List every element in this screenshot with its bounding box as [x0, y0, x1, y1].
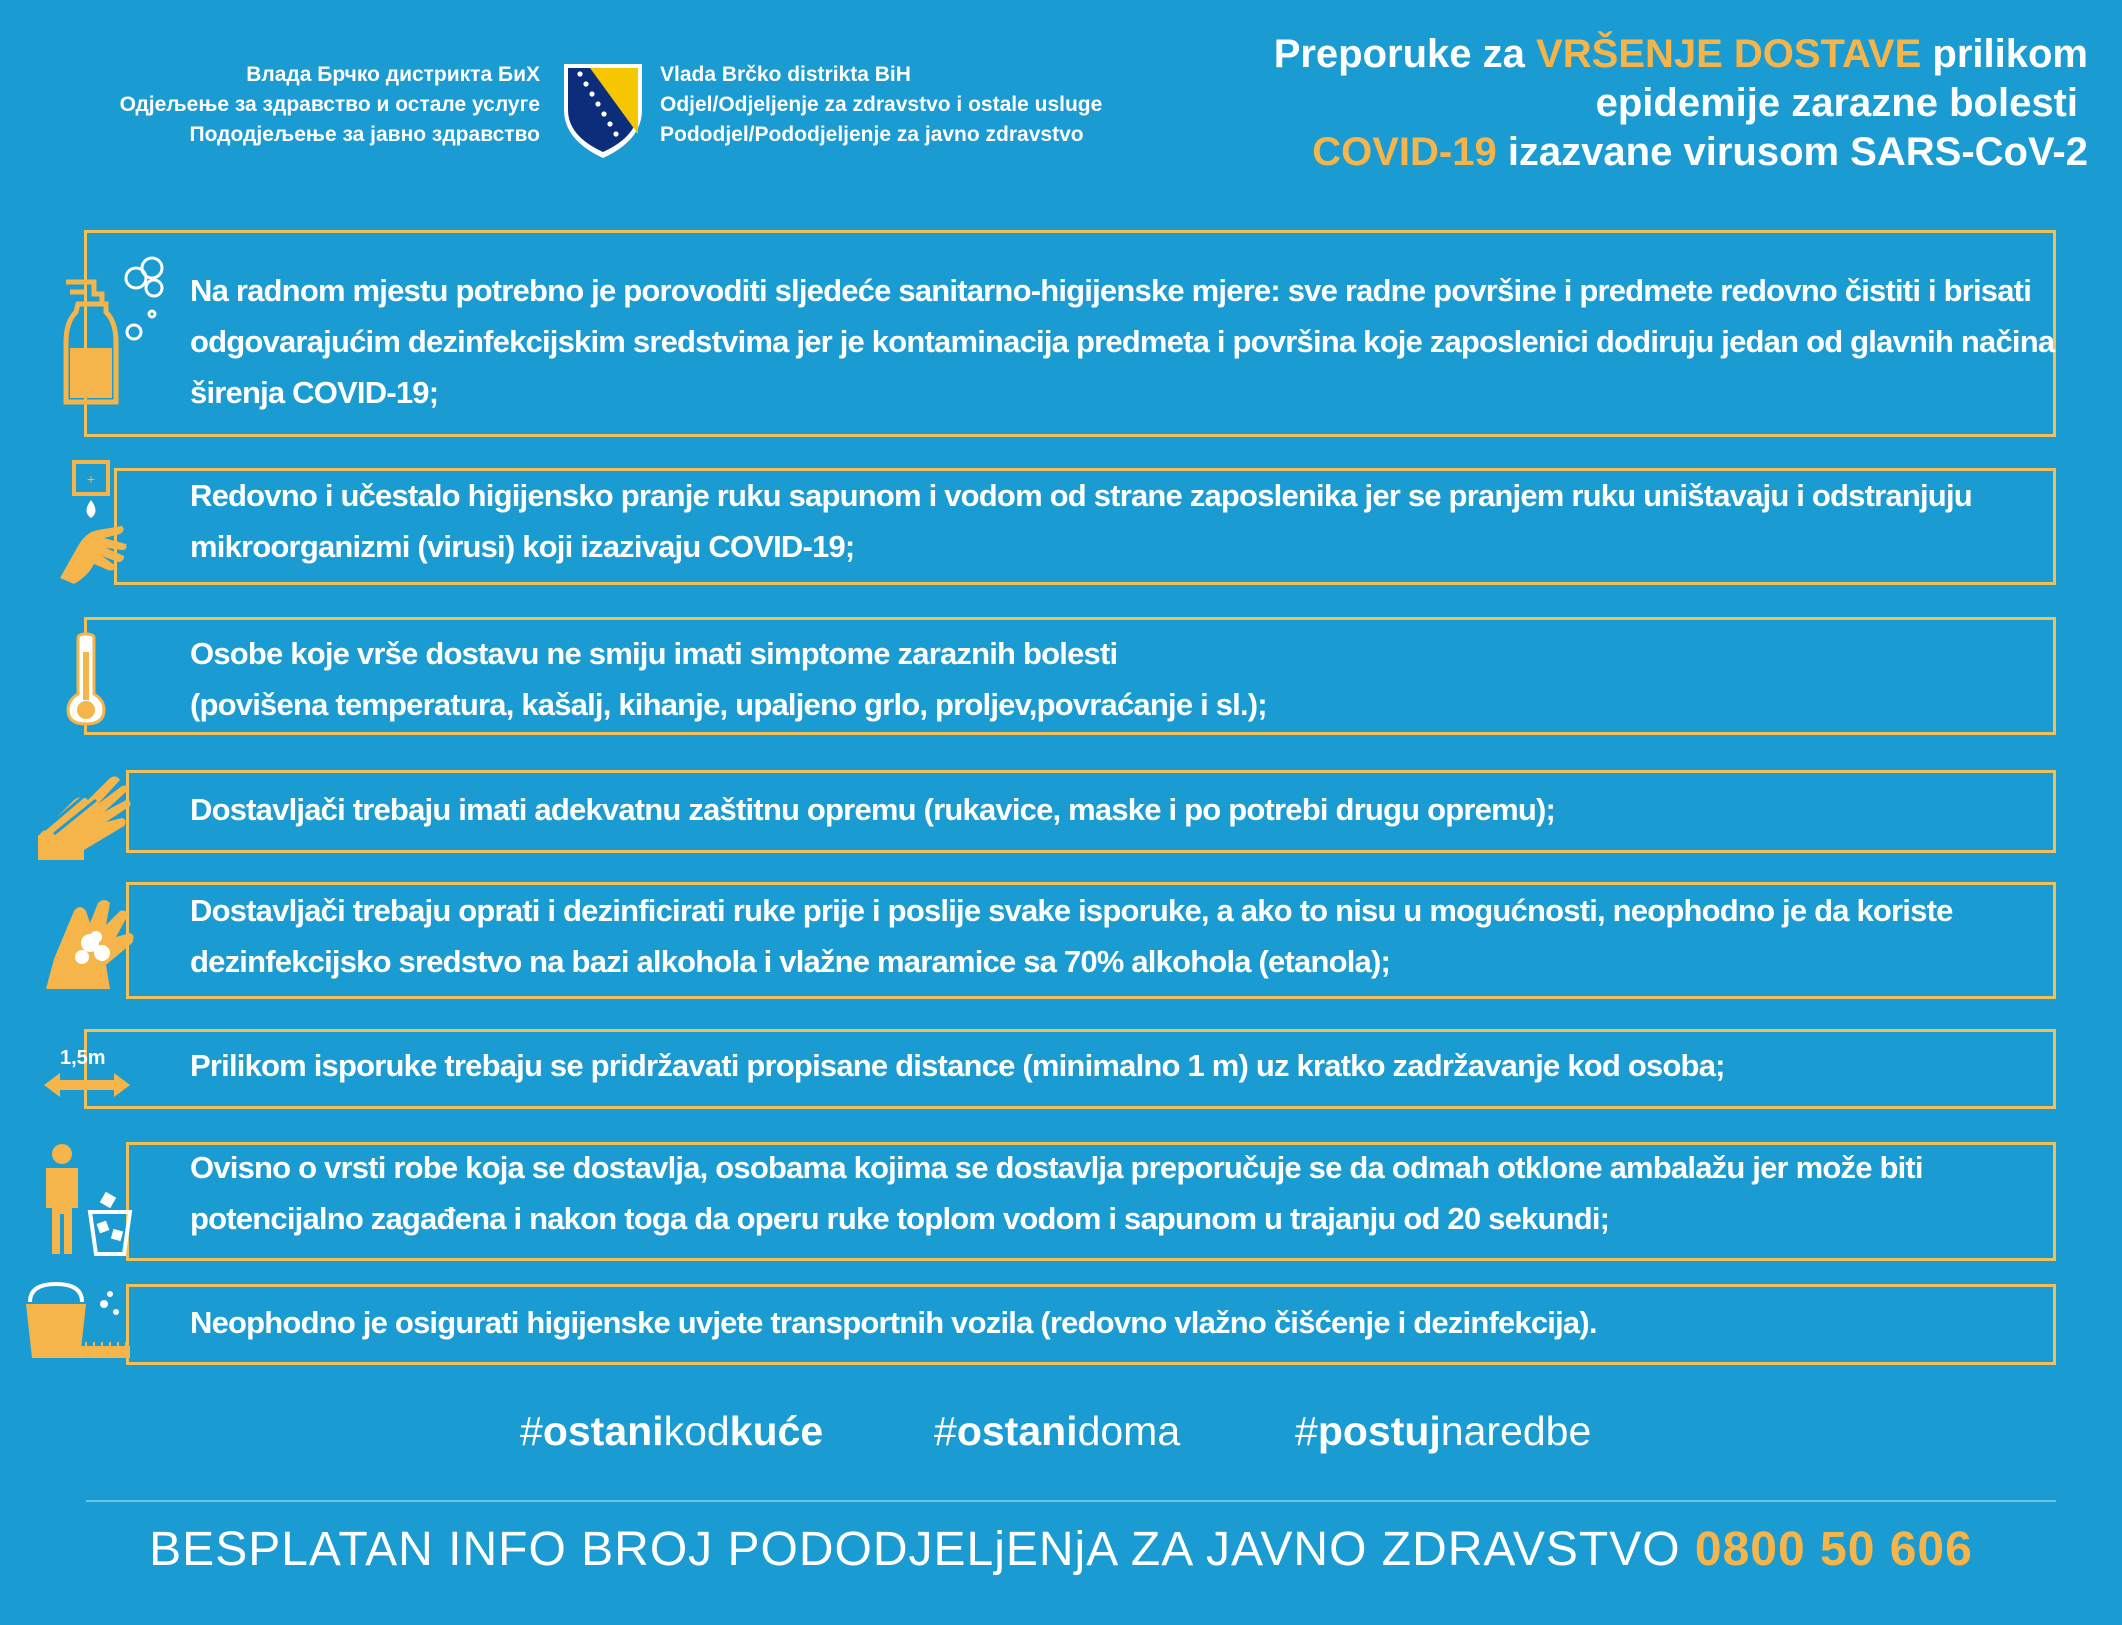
- hashtag-ostanidoma: [934, 1408, 1180, 1455]
- gloved-hands-icon: [34, 770, 134, 864]
- distance-label: 1,5m: [60, 1047, 106, 1069]
- header-cyrillic-line: Пододјељење за јавно здравство: [189, 123, 540, 146]
- row-line: odgovarajućim dezinfekcijskim sredstvima jer je kontaminacija predmeta i površina koje zaposlenici dodiruju jedan od glavnih načina: [190, 324, 2055, 359]
- title-text: prilikom: [1921, 32, 2088, 76]
- spray-bottle-icon: [56, 252, 166, 412]
- hashtag-ostanikodkuce: [520, 1408, 823, 1455]
- hashtag-part: kod: [663, 1408, 730, 1454]
- row-line: Na radnom mjestu potrebno je porovoditi sljedeće sanitarno-higijenske mjere: sve radne površine i predmete redovno čistiti i brisati: [190, 273, 2032, 308]
- row-line: Dostavljači trebaju imati adekvatnu zaštitnu opremu (rukavice, maske i po potrebi drugu opremu);: [190, 792, 1556, 827]
- title-text: Preporuke za: [1273, 32, 1537, 76]
- hashtag-part: #: [1295, 1408, 1318, 1454]
- hashtag-part: #: [934, 1408, 957, 1454]
- title-text: epidemije zarazne bolesti: [1595, 81, 2078, 125]
- row-line: mikroorganizmi (virusi) koji izazivaju COVID-19;: [190, 529, 855, 564]
- header-cyrillic-line: Влада Брчко дистрикта БиХ: [246, 63, 540, 86]
- washing-hands-icon: [40, 893, 136, 993]
- row-line: Osobe koje vrše dostavu ne smiju imati simptome zaraznih bolesti: [190, 636, 1118, 671]
- row-line: širenja COVID-19;: [190, 375, 439, 410]
- row-text: [190, 885, 1953, 987]
- footer-info: [0, 1522, 2122, 1577]
- hashtag-part: ostani: [956, 1408, 1078, 1454]
- hashtag-part: kuće: [729, 1408, 824, 1454]
- bucket-brush-icon: [24, 1282, 134, 1362]
- row-text: [190, 628, 1267, 730]
- divider: [86, 1500, 2056, 1502]
- hashtag-postujnaredbe: [1295, 1408, 1591, 1455]
- hashtag-part: ostani: [542, 1408, 664, 1454]
- title-highlight: COVID-19: [1312, 130, 1497, 174]
- header-latin-line: Pododjel/Pododjeljenje za javno zdravstvo: [660, 123, 1084, 146]
- title-text: izazvane virusom SARS-CoV-2: [1496, 130, 2088, 174]
- hashtag-part: #: [520, 1408, 543, 1454]
- page-title: [1108, 30, 2088, 177]
- row-text: [190, 1040, 1725, 1091]
- info-phone-number: 0800 50 606: [1694, 1523, 1973, 1576]
- hashtag-part: postuj: [1317, 1408, 1441, 1454]
- footer-text: BESPLATAN INFO BROJ PODODJELjENjA ZA JAVNO ZDRAVSTVO: [149, 1523, 1695, 1576]
- header-cyrillic-line: Одјељење за здравство и остале услуге: [119, 93, 540, 116]
- coat-of-arms-icon: [560, 60, 646, 160]
- thermometer-icon: [64, 632, 108, 726]
- svg-text:+: +: [86, 471, 96, 487]
- row-text: [190, 470, 1972, 572]
- row-line: dezinfekcijsko sredstvo na bazi alkohola i vlažne maramice sa 70% alkohola (etanola);: [190, 944, 1391, 979]
- row-line: Neophodno je osigurati higijenske uvjete transportnih vozila (redovno vlažno čišćenje i dezinfekcija).: [190, 1305, 1597, 1340]
- distance-arrow-icon: [42, 1070, 132, 1100]
- row-text: [190, 1297, 1597, 1348]
- header-latin-line: Vlada Brčko distrikta BiH: [660, 63, 911, 86]
- soap-hand-icon: [52, 460, 132, 595]
- row-text: [190, 265, 2054, 418]
- row-line: (povišena temperatura, kašalj, kihanje, upaljeno grlo, proljev,povraćanje i sl.);: [190, 687, 1267, 722]
- row-text: [190, 1142, 1923, 1244]
- header-cyrillic: [60, 60, 540, 150]
- person-trash-icon: [36, 1142, 136, 1258]
- row-line: potencijalno zagađena i nakon toga da operu ruke toplom vodom i sapunom u trajanju od 20 sekundi;: [190, 1201, 1610, 1236]
- row-line: Redovno i učestalo higijensko pranje ruku sapunom i vodom od strane zaposlenika jer se pranjem ruku uništavaju i odstranjuju: [190, 478, 1972, 513]
- header-latin-line: Odjel/Odjeljenje za zdravstvo i ostale usluge: [660, 93, 1103, 116]
- row-line: Ovisno o vrsti robe koja se dostavlja, osobama kojima se dostavlja preporučuje se da odmah otklone ambalažu jer može biti: [190, 1150, 1923, 1185]
- row-line: Prilikom isporuke trebaju se pridržavati propisane distance (minimalno 1 m) uz kratko zadržavanje kod osoba;: [190, 1048, 1725, 1083]
- row-text: [190, 784, 1555, 835]
- row-line: Dostavljači trebaju oprati i dezinficirati ruke prije i poslije svake isporuke, a ako to nisu u mogućnosti, neophodno je da koriste: [190, 893, 1953, 928]
- hashtag-part: naredbe: [1440, 1408, 1592, 1454]
- hashtag-part: doma: [1077, 1408, 1181, 1454]
- title-highlight: VRŠENJE DOSTAVE: [1536, 32, 1922, 76]
